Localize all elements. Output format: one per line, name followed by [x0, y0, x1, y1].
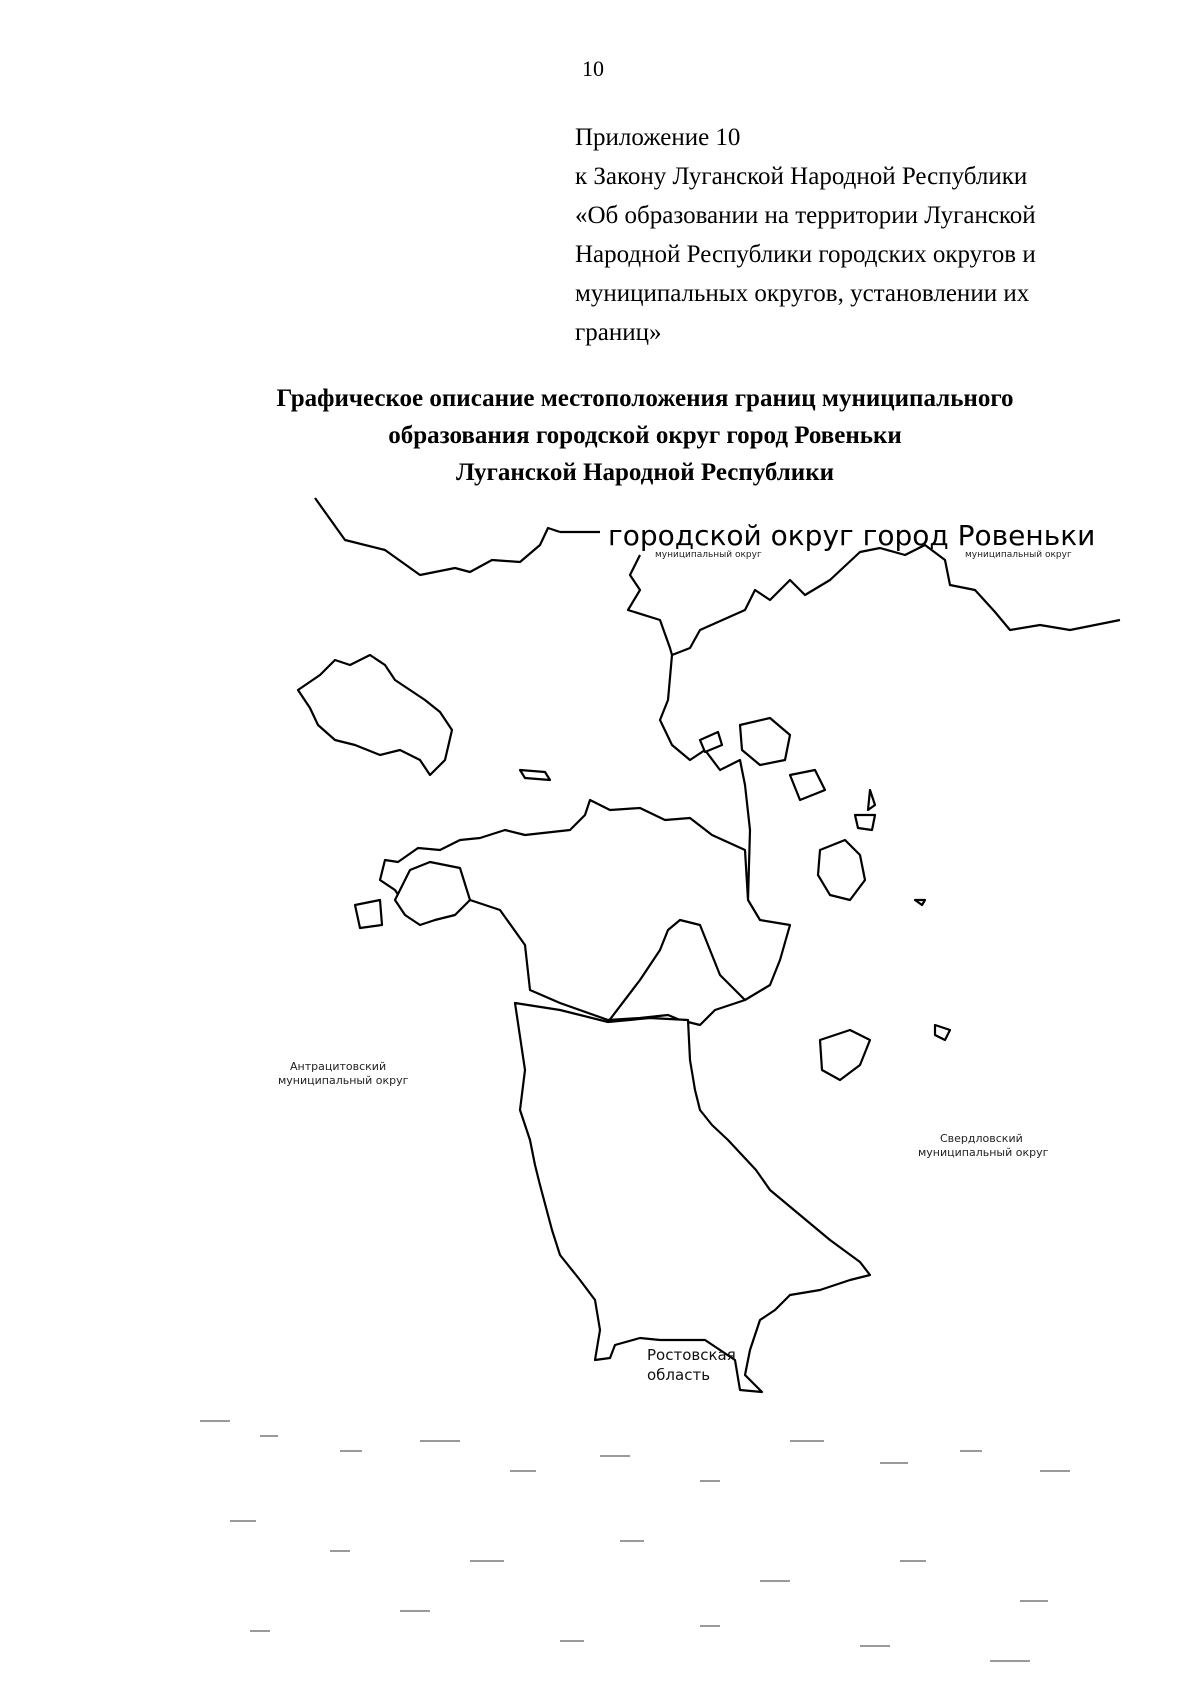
annex-line: Приложение 10 [575, 124, 741, 151]
title-line: Луганской Народной Республики [455, 459, 835, 486]
district-label-left-2: муниципальный округ [278, 1074, 409, 1087]
scan-noise [200, 1420, 1070, 1662]
title-line: Графическое описание местоположения границ муниципального [276, 385, 1014, 412]
annex-line: «Об образовании на территории Луганской [575, 202, 1036, 229]
enclave-west-small [355, 900, 382, 928]
district-label-right-1: Свердловский [940, 1132, 1023, 1145]
title-line: образования городской округ город Ровеньки [388, 422, 902, 449]
document-title [0, 380, 1200, 491]
enclave-east-8 [935, 1025, 950, 1040]
boundary-map [0, 490, 1200, 1697]
region-label-south-1: Ростовская [647, 1346, 736, 1364]
enclave-small-1 [520, 770, 550, 780]
enclave-northwest [298, 655, 452, 775]
district-label-top-left: муниципальный округ [655, 550, 762, 560]
map-heading: городской округ город Ровеньки [608, 519, 1096, 552]
region-label-south-2: область [647, 1366, 711, 1384]
enclave-east-5 [818, 840, 865, 900]
enclave-east-2 [790, 770, 825, 800]
annex-line: муниципальных округов, установлении их [575, 280, 1030, 307]
annex-line: границ» [575, 319, 662, 346]
enclave-east-6 [915, 900, 925, 905]
district-label-right-2: муниципальный округ [918, 1146, 1049, 1159]
district-label-left-1: Антрацитовский [290, 1060, 387, 1073]
enclave-east-1 [740, 718, 790, 765]
enclave-east-3 [868, 790, 875, 810]
district-label-top-right: муниципальный округ [965, 550, 1072, 560]
enclave-small-2 [700, 732, 722, 752]
northern-boundary-line [315, 498, 560, 575]
page-number: 10 [582, 56, 604, 81]
annex-header [575, 118, 1135, 352]
annex-line: Народной Республики городских округов и [575, 241, 1036, 268]
enclave-east-7 [820, 1030, 870, 1080]
enclave-east-4 [855, 815, 875, 830]
city-district-south-territory [515, 1003, 870, 1392]
north-east-boundary [672, 545, 1120, 655]
annex-line: к Закону Луганской Народной Республики [575, 163, 1028, 190]
